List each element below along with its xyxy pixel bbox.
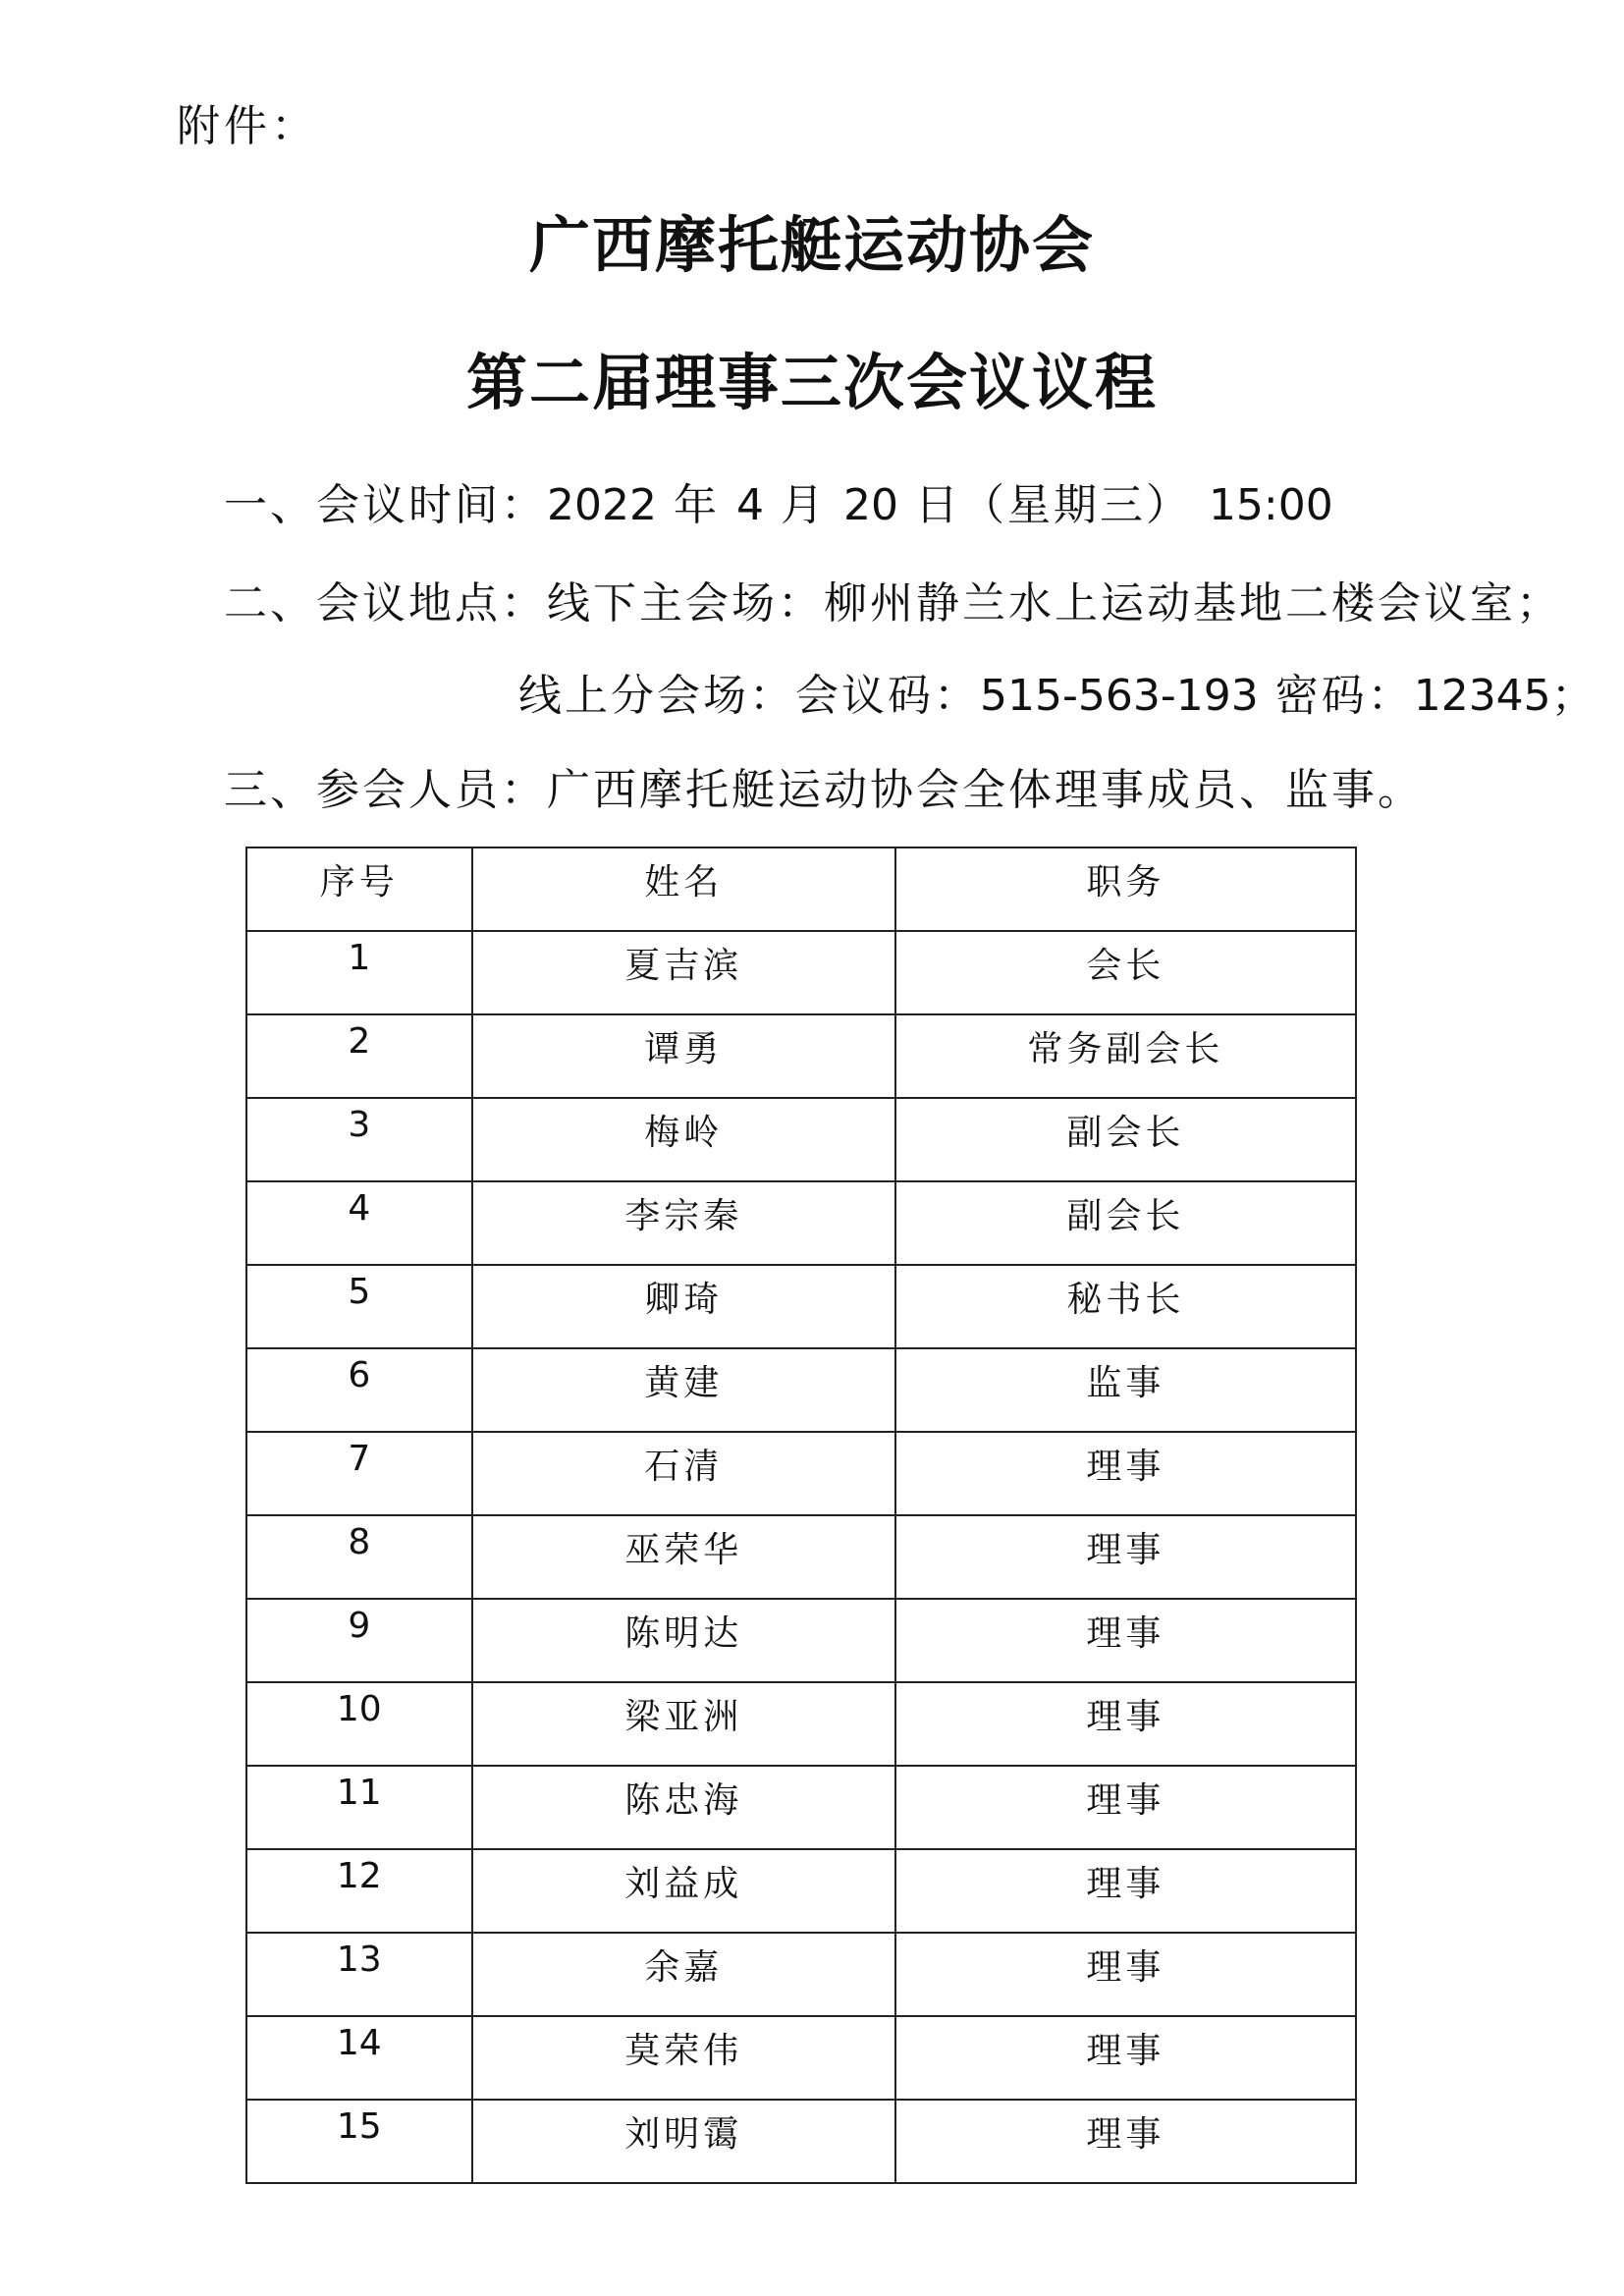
table-row xyxy=(246,1933,1356,2016)
header-name: 姓名 xyxy=(472,847,895,931)
meeting-place-online-line xyxy=(518,660,1597,723)
meeting-code: 515-563-193 xyxy=(980,671,1259,721)
cell-index: 14 xyxy=(246,2016,472,2100)
document-title-line1: 广西摩托艇运动协会 xyxy=(528,209,1095,281)
cell-name: 陈明达 xyxy=(472,1599,895,1682)
cell-role: 会长 xyxy=(895,931,1356,1014)
cell-role: 理事 xyxy=(895,2100,1356,2183)
table-row xyxy=(246,1515,1356,1599)
password-label: 密码： xyxy=(1258,671,1414,721)
cell-role: 理事 xyxy=(895,1682,1356,1766)
cell-name: 巫荣华 xyxy=(472,1515,895,1599)
table-row xyxy=(246,1682,1356,1766)
cell-name: 刘明霭 xyxy=(472,2100,895,2183)
cell-index: 7 xyxy=(246,1432,472,1515)
table-row xyxy=(246,1181,1356,1265)
meeting-clock: 15:00 xyxy=(1208,480,1333,530)
cell-role: 理事 xyxy=(895,1933,1356,2016)
meeting-place-line xyxy=(224,568,1562,630)
document-title-line2: 第二届理事三次会议议程 xyxy=(465,347,1158,418)
meeting-place-label: 二、会议地点： xyxy=(224,578,547,629)
cell-role: 副会长 xyxy=(895,1181,1356,1265)
table-row xyxy=(246,1014,1356,1098)
cell-index: 10 xyxy=(246,1682,472,1766)
table-row xyxy=(246,1849,1356,1933)
cell-index: 12 xyxy=(246,1849,472,1933)
table-row xyxy=(246,1265,1356,1348)
cell-index: 1 xyxy=(246,931,472,1014)
table-row xyxy=(246,1599,1356,1682)
attendees-line: 三、参会人员：广西摩托艇运动协会全体理事成员、监事。 xyxy=(224,765,1424,815)
cell-name: 刘益成 xyxy=(472,1849,895,1933)
cell-index: 9 xyxy=(246,1599,472,1682)
cell-role: 理事 xyxy=(895,2016,1356,2100)
table-row xyxy=(246,1432,1356,1515)
cell-name: 梅岭 xyxy=(472,1098,895,1181)
cell-index: 5 xyxy=(246,1265,472,1348)
cell-role: 理事 xyxy=(895,1766,1356,1849)
meeting-place-offline: 线下主会场：柳州静兰水上运动基地二楼会议室； xyxy=(547,578,1562,629)
cell-role: 监事 xyxy=(895,1348,1356,1432)
table-row xyxy=(246,2016,1356,2100)
meeting-day-unit: 日（星期三） xyxy=(897,480,1209,530)
table-header-row xyxy=(246,847,1356,931)
cell-role: 理事 xyxy=(895,1515,1356,1599)
cell-name: 李宗秦 xyxy=(472,1181,895,1265)
online-prefix: 线上分会场：会议码： xyxy=(518,671,980,721)
cell-index: 15 xyxy=(246,2100,472,2183)
table-row xyxy=(246,931,1356,1014)
cell-name: 卿琦 xyxy=(472,1265,895,1348)
cell-index: 8 xyxy=(246,1515,472,1599)
members-table xyxy=(245,847,1357,2184)
header-index: 序号 xyxy=(246,847,472,931)
cell-name: 谭勇 xyxy=(472,1014,895,1098)
attachment-label: 附件： xyxy=(177,101,318,151)
online-suffix: ； xyxy=(1550,671,1597,721)
cell-role: 理事 xyxy=(895,1432,1356,1515)
cell-role: 理事 xyxy=(895,1599,1356,1682)
cell-index: 4 xyxy=(246,1181,472,1265)
meeting-month: 4 xyxy=(735,480,764,530)
cell-role: 秘书长 xyxy=(895,1265,1356,1348)
cell-name: 陈忠海 xyxy=(472,1766,895,1849)
meeting-month-unit: 月 xyxy=(763,480,843,530)
meeting-day: 20 xyxy=(842,480,898,530)
meeting-time-line xyxy=(224,469,1333,532)
members-table-body xyxy=(246,931,1356,2183)
meeting-year: 2022 xyxy=(547,480,657,530)
cell-role: 理事 xyxy=(895,1849,1356,1933)
cell-name: 莫荣伟 xyxy=(472,2016,895,2100)
cell-name: 夏吉滨 xyxy=(472,931,895,1014)
cell-index: 11 xyxy=(246,1766,472,1849)
table-row xyxy=(246,1348,1356,1432)
table-row xyxy=(246,2100,1356,2183)
meeting-password: 12345 xyxy=(1413,671,1551,721)
cell-index: 13 xyxy=(246,1933,472,2016)
cell-role: 副会长 xyxy=(895,1098,1356,1181)
cell-name: 石清 xyxy=(472,1432,895,1515)
cell-index: 6 xyxy=(246,1348,472,1432)
cell-name: 黄建 xyxy=(472,1348,895,1432)
cell-name: 梁亚洲 xyxy=(472,1682,895,1766)
cell-name: 余嘉 xyxy=(472,1933,895,2016)
cell-role: 常务副会长 xyxy=(895,1014,1356,1098)
cell-index: 2 xyxy=(246,1014,472,1098)
header-role: 职务 xyxy=(895,847,1356,931)
table-row xyxy=(246,1098,1356,1181)
meeting-year-unit: 年 xyxy=(656,480,736,530)
table-row xyxy=(246,1766,1356,1849)
cell-index: 3 xyxy=(246,1098,472,1181)
meeting-time-label: 一、会议时间： xyxy=(224,480,547,530)
